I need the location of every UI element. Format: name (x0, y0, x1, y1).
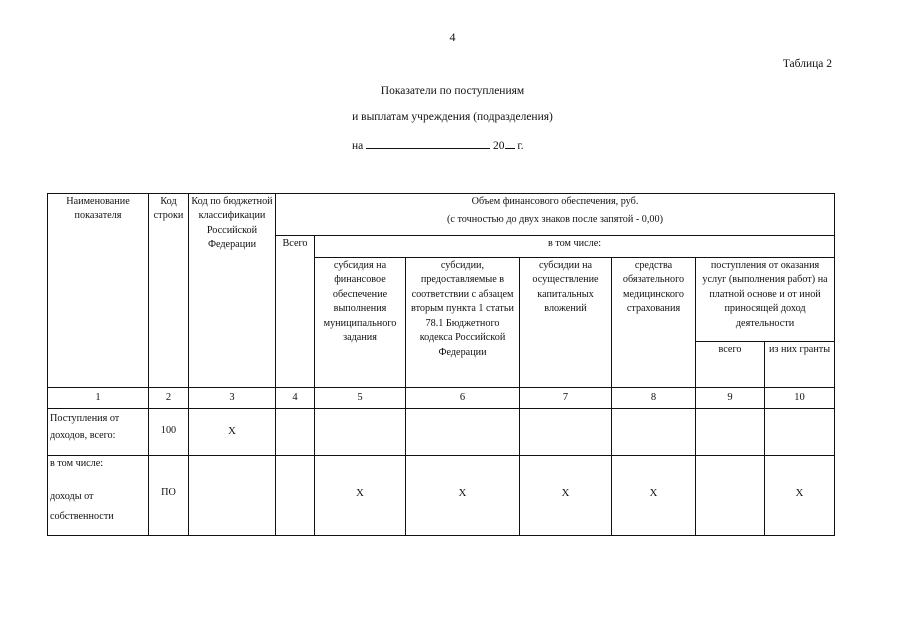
header-including: в том числе: (315, 236, 835, 258)
title-line-2: и выплатам учреждения (подразделения) (352, 111, 553, 123)
header-sub-grants: из них гранты (765, 342, 835, 388)
column-numbers-row (48, 388, 835, 409)
column-number: 6 (406, 388, 520, 409)
date-line (352, 138, 524, 152)
column-number: 5 (315, 388, 406, 409)
header-name: Наименование показателя (48, 194, 149, 388)
row-name: Поступления от доходов, всего: (48, 409, 149, 456)
header-subsidy-78: субсидии, предоставляемые в соответствии с абзацем вторым пункта 1 статьи 78.1 Бюджетного кодекса Российской Федерации (406, 258, 520, 388)
row-name-line2: доходы от собственности (50, 491, 114, 522)
header-volume (276, 194, 835, 236)
cell (696, 456, 765, 536)
header-sub-total: всего (696, 342, 765, 388)
row-budget-code: X (189, 409, 276, 456)
cell (765, 409, 835, 456)
header-budget-code: Код по бюджетной классификации Российской Федерации (189, 194, 276, 388)
column-number: 10 (765, 388, 835, 409)
table-row (48, 409, 835, 456)
title-line-1: Показатели по поступлениям (380, 85, 525, 97)
header-subsidy-task: субсидия на финансовое обеспечение выполнения муниципального задания (315, 258, 406, 388)
indicators-table (47, 193, 835, 536)
column-number: 2 (149, 388, 189, 409)
date-blank (366, 138, 490, 149)
cell (696, 409, 765, 456)
date-prefix: на (352, 140, 364, 152)
cell (276, 456, 315, 536)
table-label: Таблица 2 (782, 58, 832, 70)
column-number: 9 (696, 388, 765, 409)
header-volume-line2: (с точностью до двух знаков после запятой - 0,00) (447, 214, 664, 226)
column-number: 4 (276, 388, 315, 409)
table-row (48, 456, 835, 536)
row-code: ПО (149, 456, 189, 536)
header-medical: средства обязательного медицинского страхования (612, 258, 696, 388)
row-name (48, 456, 149, 536)
date-suffix: г. (517, 140, 524, 152)
header-subsidy-capital: субсидии на осуществление капитальных вложений (520, 258, 612, 388)
cell (406, 409, 520, 456)
cell: X (612, 456, 696, 536)
cell (315, 409, 406, 456)
page-number: 4 (449, 30, 456, 44)
row-budget-code (189, 456, 276, 536)
cell: X (406, 456, 520, 536)
column-number: 7 (520, 388, 612, 409)
header-paid-services: поступления от оказания услуг (выполнения работ) на платной основе и от иной приносящей доход деятельности (696, 258, 835, 342)
cell (520, 409, 612, 456)
header-total: Всего (276, 236, 315, 388)
column-number: 3 (189, 388, 276, 409)
year-blank (505, 138, 515, 149)
cell (276, 409, 315, 456)
row-code: 100 (149, 409, 189, 456)
column-number: 8 (612, 388, 696, 409)
date-year: 20 (493, 140, 505, 152)
header-volume-line1: Объем финансового обеспечения, руб. (471, 196, 639, 207)
cell: X (520, 456, 612, 536)
row-name-line1: в том числе: (50, 458, 104, 469)
cell: X (765, 456, 835, 536)
column-number: 1 (48, 388, 149, 409)
header-row-code: Код строки (149, 194, 189, 388)
cell (612, 409, 696, 456)
cell: X (315, 456, 406, 536)
